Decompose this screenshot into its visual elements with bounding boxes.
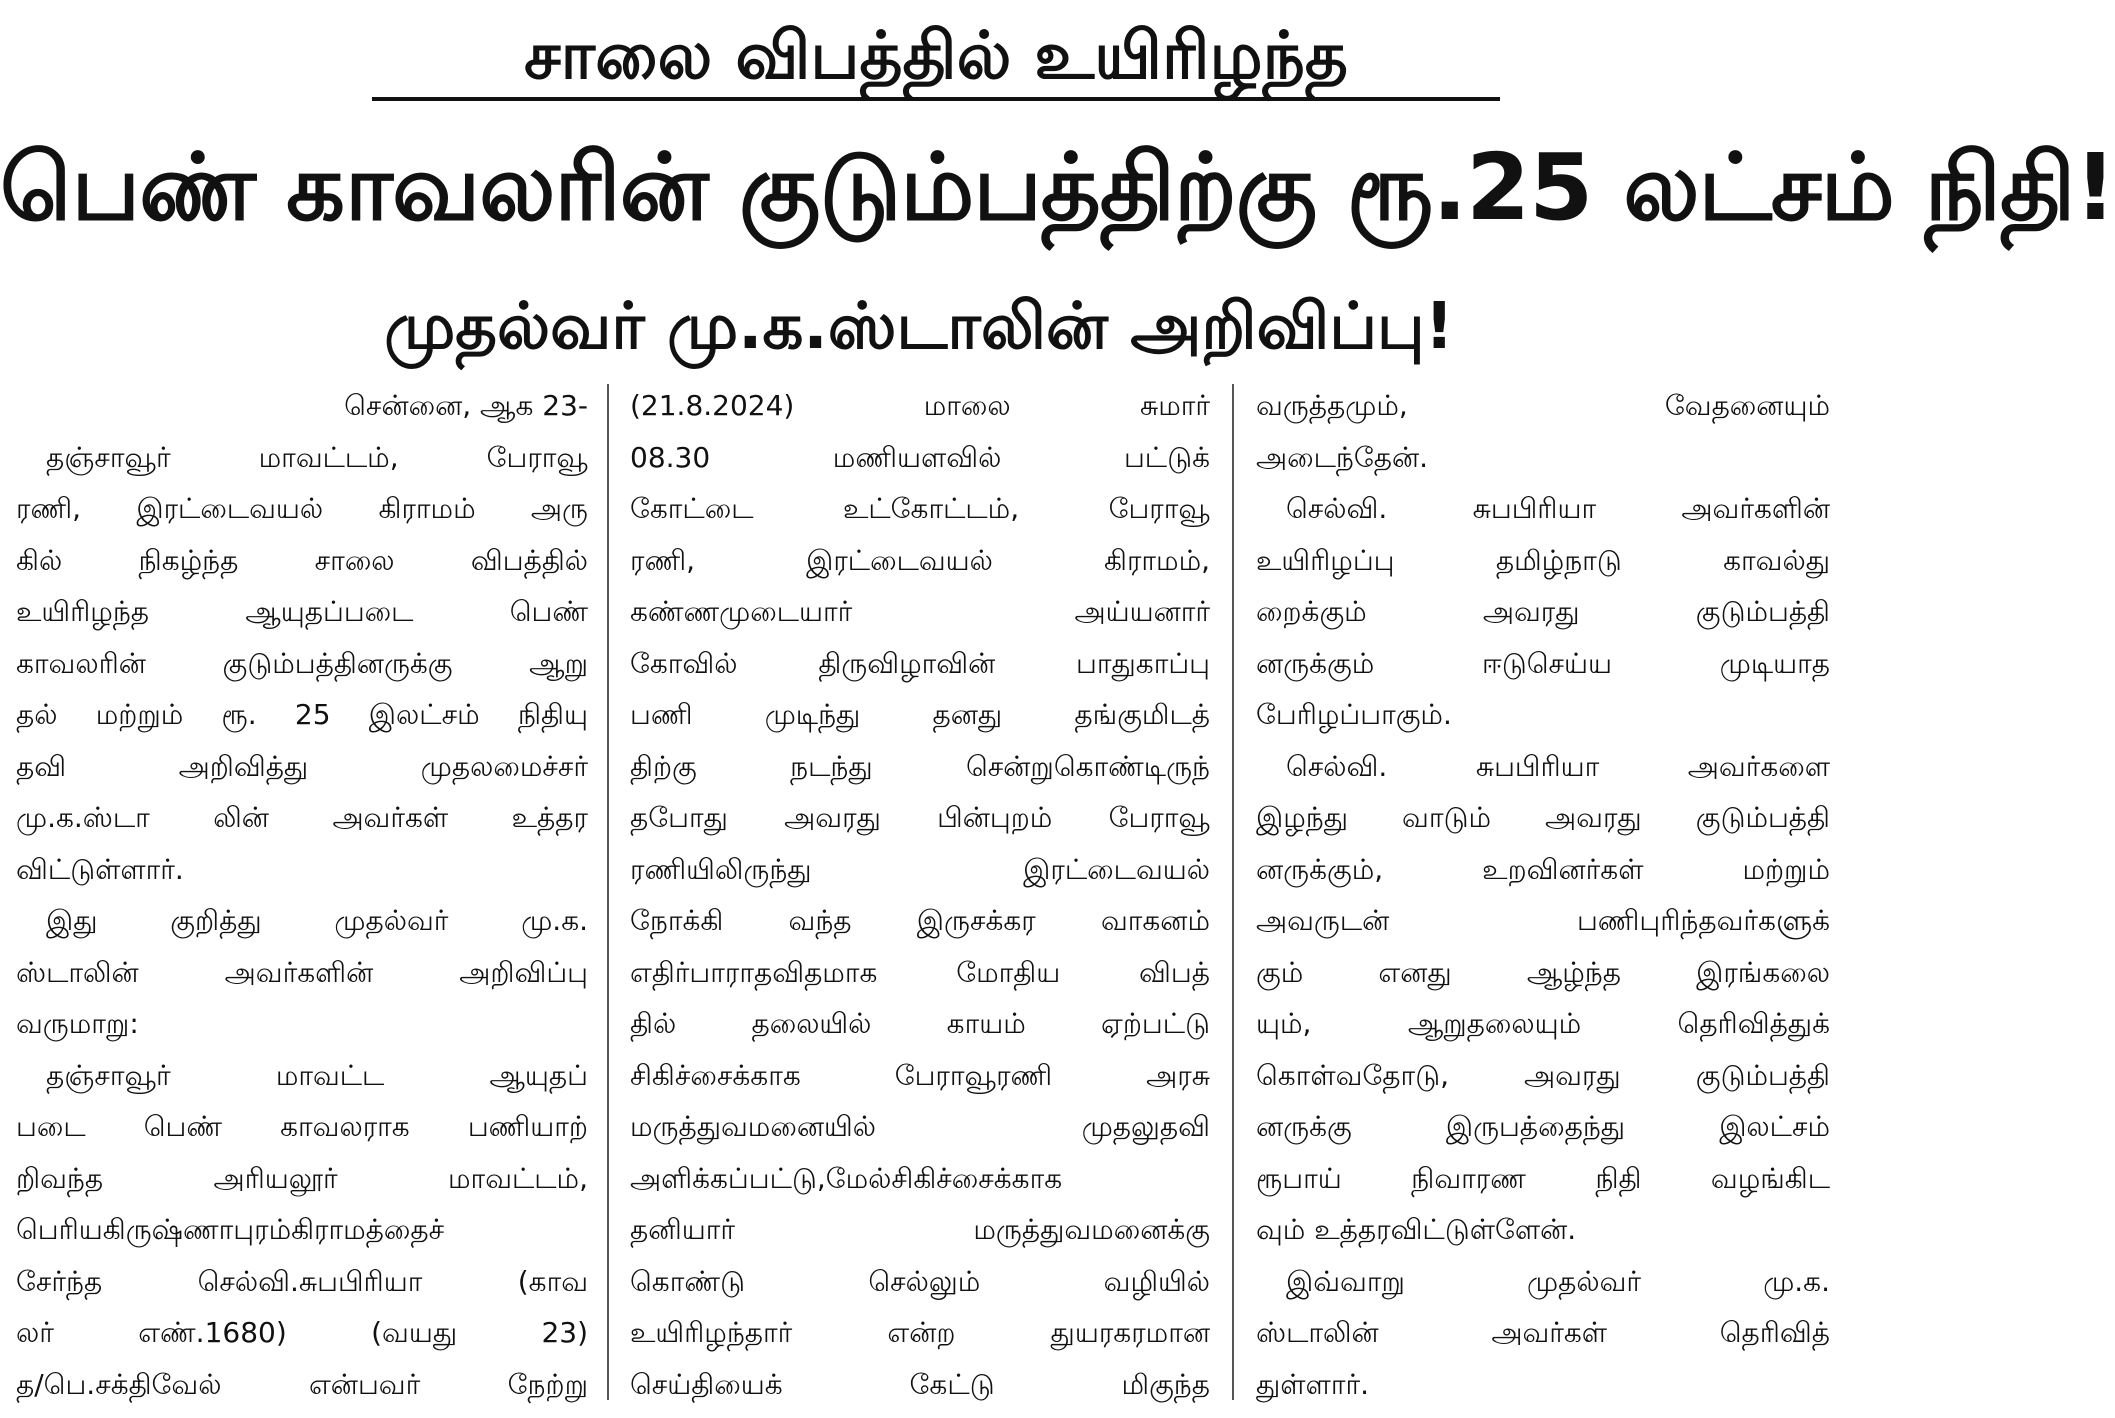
body-line: நோக்கி வந்த இருசக்கர வாகனம்	[630, 904, 1210, 937]
article-subhead: முதல்வர் மு.க.ஸ்டாலின் அறிவிப்பு!	[384, 290, 1454, 364]
body-line: லர் எண்.1680) (வயது 23)	[16, 1316, 588, 1349]
body-line: பெரியகிருஷ்ணாபுரம்கிராமத்தைச்	[16, 1213, 445, 1246]
body-line: செல்வி. சுபபிரியா அவர்களை	[1286, 749, 1830, 783]
body-line: ஸ்டாலின் அவர்களின் அறிவிப்பு	[16, 955, 588, 989]
body-line: கும் எனது ஆழ்ந்த இரங்கலை	[1256, 955, 1830, 989]
body-line: (21.8.2024) மாலை சுமார்	[630, 389, 1210, 422]
column-divider	[607, 384, 609, 1400]
body-line: திற்கு நடந்து சென்றுகொண்டிருந்	[630, 749, 1210, 783]
body-line: பேரிழப்பாகும்.	[1256, 698, 1452, 731]
body-line: ரணி, இரட்டைவயல் கிராமம்,	[630, 543, 1210, 577]
body-line: தனியார் மருத்துவமனைக்கு	[630, 1213, 1210, 1246]
body-line: கோட்டை உட்கோட்டம், பேராவூ	[630, 492, 1210, 525]
body-line: 08.30 மணியளவில் பட்டுக்	[630, 440, 1210, 474]
body-line: தவி அறிவித்து முதலமைச்சர்	[16, 749, 588, 783]
body-line: தில் தலையில் காயம் ஏற்பட்டு	[630, 1007, 1210, 1040]
dateline: சென்னை, ஆக 23-	[344, 389, 588, 422]
body-line: செய்தியைக் கேட்டு மிகுந்த	[630, 1367, 1210, 1401]
body-line: உயிரிழப்பு தமிழ்நாடு காவல்து	[1256, 543, 1830, 577]
article-headline: பெண் காவலரின் குடும்பத்திற்கு ரூ.25 லட்சம் நிதி!	[0, 134, 2115, 241]
body-line: இது குறித்து முதல்வர் மு.க.	[46, 904, 588, 937]
body-line: மருத்துவமனையில் முதலுதவி	[630, 1110, 1210, 1143]
body-line: துள்ளார்.	[1256, 1367, 1369, 1401]
body-line: கொள்வதோடு, அவரது குடும்பத்தி	[1256, 1058, 1830, 1092]
body-line: தல் மற்றும் ரூ. 25 இலட்சம் நிதியு	[16, 698, 588, 731]
kicker-underline	[372, 97, 1500, 101]
body-line: சிகிச்சைக்காக பேராவூரணி அரசு	[630, 1058, 1210, 1092]
body-line: உயிரிழந்த ஆயுதப்படை பெண்	[16, 595, 588, 628]
body-line: விட்டுள்ளார்.	[16, 852, 184, 886]
body-line: தபோது அவரது பின்புறம் பேராவூ	[630, 801, 1210, 834]
body-line: உயிரிழந்தார் என்ற துயரகரமான	[630, 1316, 1210, 1349]
body-line: வருத்தமும், வேதனையும்	[1256, 389, 1830, 422]
body-line: னருக்கு இருபத்தைந்து இலட்சம்	[1256, 1110, 1830, 1143]
body-line: கோவில் திருவிழாவின் பாதுகாப்பு	[630, 646, 1210, 680]
body-line: னருக்கும் ஈடுசெய்ய முடியாத	[1256, 646, 1830, 680]
body-line: தஞ்சாவூர் மாவட்ட ஆயுதப்	[46, 1058, 588, 1092]
body-line: இவ்வாறு முதல்வர் மு.க.	[1286, 1264, 1830, 1298]
body-line: வருமாறு:	[16, 1007, 139, 1040]
body-line: ரணி, இரட்டைவயல் கிராமம் அரு	[16, 492, 588, 525]
body-line: யும், ஆறுதலையும் தெரிவித்துக்	[1256, 1007, 1830, 1040]
body-line: றைக்கும் அவரது குடும்பத்தி	[1256, 595, 1830, 628]
body-line: இழந்து வாடும் அவரது குடும்பத்தி	[1256, 801, 1830, 834]
body-line: சேர்ந்த செல்வி.சுபபிரியா (காவ	[16, 1264, 588, 1298]
body-line: காவலரின் குடும்பத்தினருக்கு ஆறு	[16, 646, 588, 680]
body-line: அடைந்தேன்.	[1256, 440, 1429, 474]
body-line: அளிக்கப்பட்டு,மேல்சிகிச்சைக்காக	[630, 1161, 1063, 1195]
body-line: தஞ்சாவூர் மாவட்டம், பேராவூ	[46, 440, 588, 474]
body-line: கொண்டு செல்லும் வழியில்	[630, 1264, 1210, 1298]
body-line: ரணியிலிருந்து இரட்டைவயல்	[630, 852, 1210, 886]
body-line: கில் நிகழ்ந்த சாலை விபத்தில்	[16, 543, 588, 577]
body-line: எதிர்பாராதவிதமாக மோதிய விபத்	[630, 955, 1210, 989]
article-kicker: சாலை விபத்தில் உயிரிழந்த	[524, 17, 1348, 94]
article-column-3	[1256, 380, 1830, 1410]
body-line: மு.க.ஸ்டா லின் அவர்கள் உத்தர	[16, 801, 588, 834]
body-line: றிவந்த அரியலூர் மாவட்டம்,	[16, 1161, 588, 1195]
body-line: ரூபாய் நிவாரண நிதி வழங்கிட	[1256, 1161, 1830, 1195]
body-line: வும் உத்தரவிட்டுள்ளேன்.	[1256, 1213, 1577, 1246]
body-line: ஸ்டாலின் அவர்கள் தெரிவித்	[1256, 1316, 1830, 1349]
body-line: செல்வி. சுபபிரியா அவர்களின்	[1286, 492, 1830, 525]
body-line: கண்ணமுடையார் அய்யனார்	[630, 595, 1210, 628]
body-line: அவருடன் பணிபுரிந்தவர்களுக்	[1256, 904, 1830, 937]
article-column-2	[630, 380, 1210, 1410]
body-line: படை பெண் காவலராக பணியாற்	[16, 1110, 588, 1143]
body-line: னருக்கும், உறவினர்கள் மற்றும்	[1256, 852, 1830, 886]
column-divider	[1232, 384, 1234, 1400]
article-column-1	[16, 380, 588, 1410]
body-line: பணி முடிந்து தனது தங்குமிடத்	[630, 698, 1210, 731]
body-line: த/பெ.சக்திவேல் என்பவர் நேற்று	[16, 1367, 588, 1401]
